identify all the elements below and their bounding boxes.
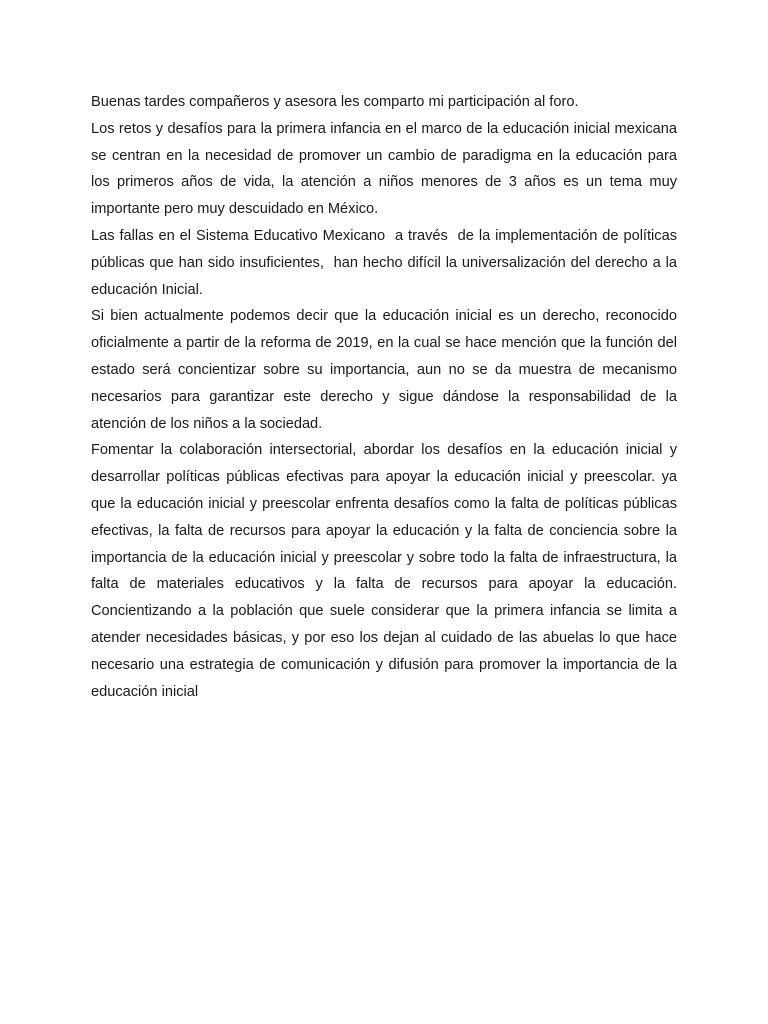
paragraph-derecho: Si bien actualmente podemos decir que la educación inicial es un derecho, reconocido oficialmente a partir de la reforma de 2019, en la cual se hace mención que la función del estado será concientizar sobre su importancia, aun no se da muestra de mecanismo necesarios para garantizar este derecho y sigue dándose la responsabilidad de la atención de los niños a la sociedad. [91, 308, 682, 432]
paragraph-greeting: Buenas tardes compañeros y asesora les comparto mi participación al foro. [91, 94, 579, 110]
paragraph-fallas: Las fallas en el Sistema Educativo Mexicano a través de la implementación de políticas públicas que han sido insuficientes, han hecho difícil la universalización del derecho a la educación Inicial. [91, 227, 682, 298]
paragraph-retos: Los retos y desafíos para la primera infancia en el marco de la educación inicial mexicana se centran en la necesidad de promover un cambio de paradigma en la educación para los primeros años de vida, la atención a niños menores de 3 años es un tema muy importante pero muy descuidado en México. [91, 120, 682, 218]
paragraph-fomentar: Fomentar la colaboración intersectorial, abordar los desafíos en la educación inicial y desarrollar políticas públicas efectivas para apoyar la educación inicial y preescolar. ya que la educación inicial y preescolar enfrenta desafíos como la falta de políticas públicas efectivas, la falta de recursos para apoyar la educación y la falta de conciencia sobre la importancia de la educación inicial y preescolar y sobre todo la falta de infraestructura, la falta de materiales educativos y la falta de recursos para apoyar la educación. Concientizando a la población que suele considerar que la primera infancia se limita a atender necesidades básicas, y por eso los dejan al cuidado de las abuelas lo que hace necesario una estrategia de comunicación y difusión para promover la importancia de la educación inicial [91, 442, 682, 700]
document-body [91, 89, 682, 705]
